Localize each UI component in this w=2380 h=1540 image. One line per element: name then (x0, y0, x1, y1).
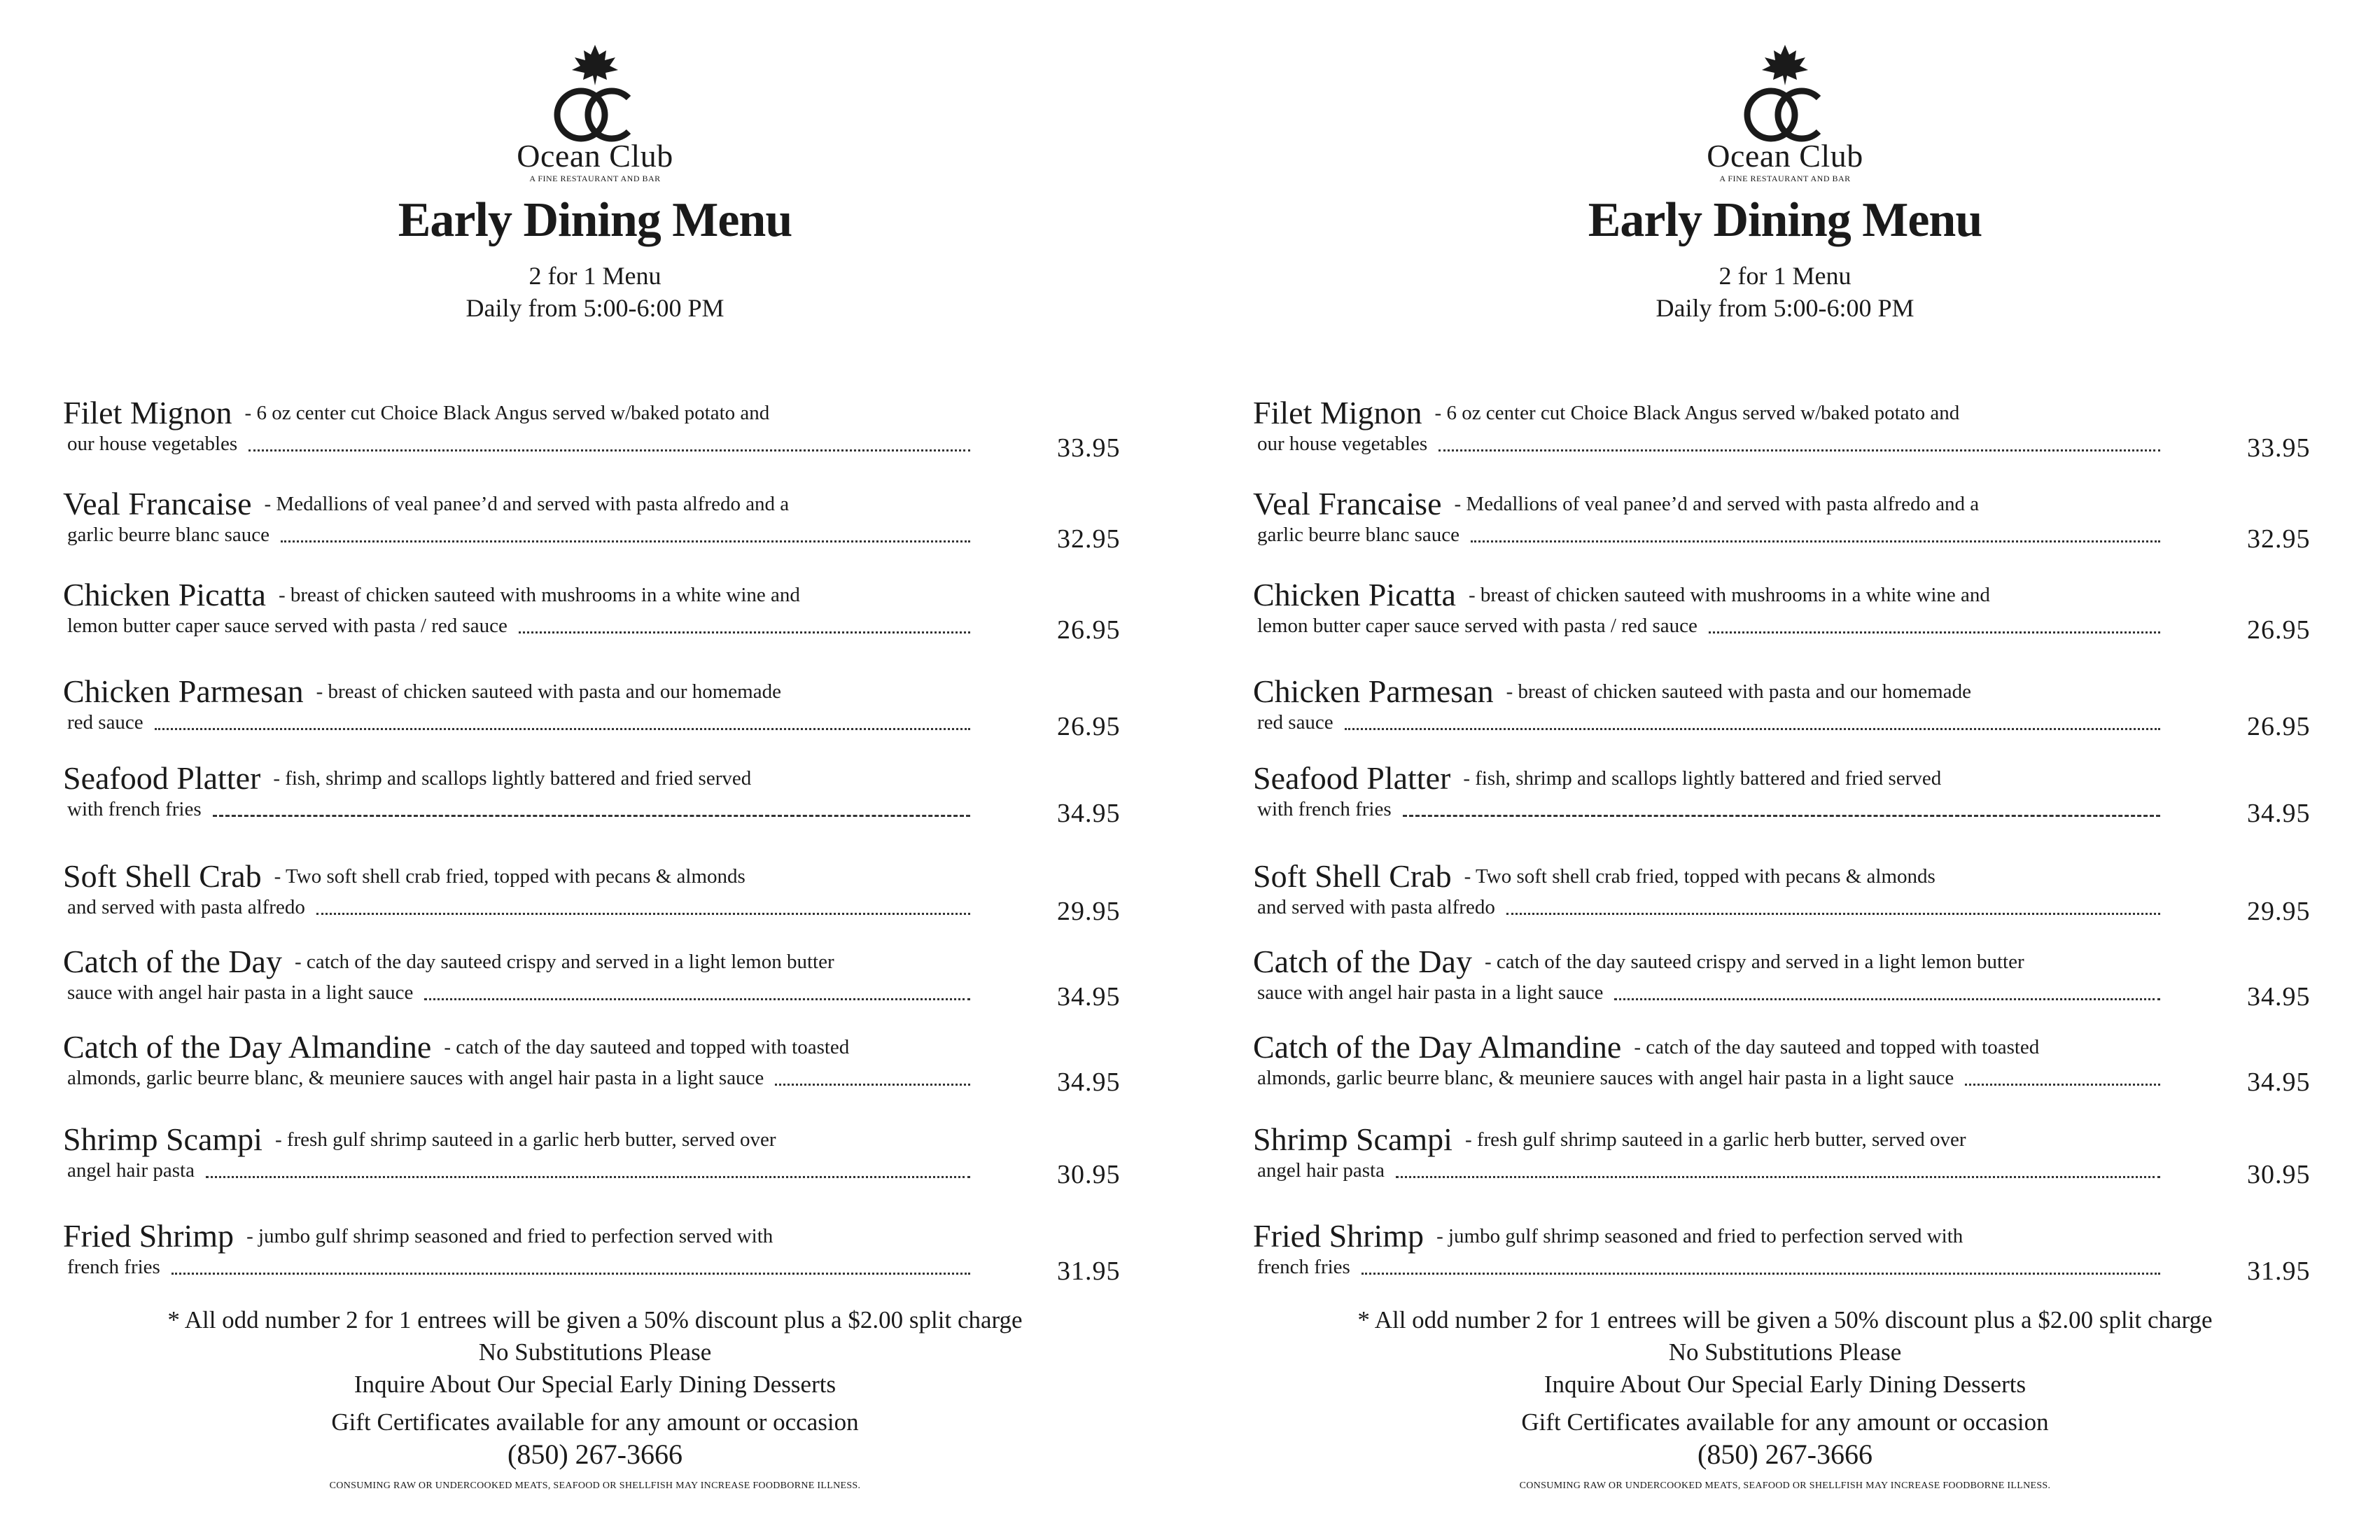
item-description-cont: lemon butter caper sauce served with pasta / red sauce (1257, 615, 1698, 637)
item-price: 26.95 (1057, 615, 1121, 645)
dot-leader (1438, 449, 2160, 451)
restaurant-tagline: A FINE RESTAURANT AND BAR (1719, 174, 1851, 183)
item-price: 34.95 (2247, 1068, 2311, 1097)
item-name: Soft Shell Crab (1253, 858, 1452, 894)
item-description-cont: garlic beurre blanc sauce (67, 524, 270, 546)
item-description: - breast of chicken sauteed with mushrooms in a white wine and (278, 584, 800, 606)
item-name: Shrimp Scampi (1253, 1121, 1452, 1157)
menu-item (1253, 759, 2331, 843)
item-description: - breast of chicken sauteed with pasta and our homemade (1506, 680, 1971, 703)
menu-item (1253, 672, 2331, 756)
dot-leader (155, 728, 970, 730)
item-name: Veal Francaise (1253, 486, 1442, 522)
restaurant-logo (0, 43, 1190, 183)
item-description: - catch of the day sauteed and topped with toasted (1634, 1036, 2040, 1058)
dot-leader (1471, 540, 2160, 542)
menu-item (63, 1120, 1141, 1204)
food-safety-warning: CONSUMING RAW OR UNDERCOOKED MEATS, SEAFOOD OR SHELLFISH MAY INCREASE FOODBORNE ILLNESS. (329, 1480, 861, 1491)
dot-leader (248, 449, 970, 451)
item-name: Catch of the Day (63, 944, 282, 979)
item-price: 33.95 (2247, 433, 2311, 463)
item-description-cont: almonds, garlic beurre blanc, & meuniere sauces with angel hair pasta in a light sauce (67, 1067, 764, 1089)
dot-leader (1614, 998, 2160, 1000)
menu-subtitle: 2 for 1 Menu (528, 262, 662, 290)
item-price: 34.95 (1057, 1068, 1121, 1097)
item-name: Catch of the Day (1253, 944, 1472, 979)
maple-leaf-icon (568, 43, 622, 87)
restaurant-name: Ocean Club (517, 138, 673, 174)
menu-item (63, 393, 1141, 477)
menu-title: Early Dining Menu (398, 193, 792, 247)
odd-entree-note: * All odd number 2 for 1 entrees will be given a 50% discount plus a $2.00 split charge (167, 1306, 1023, 1334)
item-name: Chicken Picatta (63, 577, 266, 612)
item-price: 31.95 (2247, 1256, 2311, 1286)
item-description-cont: french fries (1257, 1256, 1350, 1278)
item-name: Fried Shrimp (1253, 1218, 1424, 1254)
restaurant-tagline: A FINE RESTAURANT AND BAR (529, 174, 661, 183)
restaurant-name: Ocean Club (1707, 138, 1863, 174)
menu-item (1253, 1217, 2331, 1301)
item-description: - Two soft shell crab fried, topped with pecans & almonds (1464, 865, 1935, 888)
menu-item (1253, 1028, 2331, 1112)
dot-leader (206, 1176, 970, 1178)
item-price: 26.95 (1057, 712, 1121, 741)
item-name: Catch of the Day Almandine (63, 1029, 432, 1065)
dot-leader (172, 1273, 970, 1275)
item-price: 34.95 (2247, 799, 2311, 828)
item-description: - jumbo gulf shrimp seasoned and fried to perfection served with (246, 1225, 774, 1247)
menu-item (1253, 942, 2331, 1026)
item-description: - Medallions of veal panee’d and served with pasta alfredo and a (264, 493, 790, 515)
item-description: - jumbo gulf shrimp seasoned and fried to perfection served with (1436, 1225, 1963, 1247)
phone-number: (850) 267-3666 (1698, 1438, 1872, 1470)
item-description: - 6 oz center cut Choice Black Angus served w/baked potato and (1434, 402, 1960, 424)
item-description: - Two soft shell crab fried, topped with pecans & almonds (274, 865, 746, 888)
food-safety-warning: CONSUMING RAW OR UNDERCOOKED MEATS, SEAFOOD OR SHELLFISH MAY INCREASE FOODBORNE ILLNESS. (1519, 1480, 2051, 1491)
item-description-cont: angel hair pasta (1257, 1159, 1385, 1182)
maple-leaf-icon (1758, 43, 1812, 87)
item-description-cont: sauce with angel hair pasta in a light sauce (67, 981, 414, 1004)
item-description-cont: almonds, garlic beurre blanc, & meuniere sauces with angel hair pasta in a light sauce (1257, 1067, 1954, 1089)
menu-item (63, 942, 1141, 1026)
dot-leader (775, 1084, 970, 1086)
item-description-cont: with french fries (67, 798, 202, 820)
menu-subtitle: 2 for 1 Menu (1718, 262, 1851, 290)
phone-number: (850) 267-3666 (507, 1438, 682, 1470)
item-description-cont: sauce with angel hair pasta in a light sauce (1257, 981, 1604, 1004)
item-name: Seafood Platter (1253, 760, 1451, 796)
item-description: - 6 oz center cut Choice Black Angus served w/baked potato and (244, 402, 770, 424)
item-description: - fresh gulf shrimp sauteed in a garlic herb butter, served over (274, 1128, 776, 1151)
menu-panel-right (1190, 0, 2380, 1540)
item-description-cont: and served with pasta alfredo (67, 896, 305, 918)
item-description: - catch of the day sauteed crispy and served in a light lemon butter (1484, 951, 2024, 973)
item-description: - catch of the day sauteed and topped with toasted (444, 1036, 850, 1058)
item-price: 29.95 (2247, 897, 2311, 926)
dot-leader (1345, 728, 2160, 730)
dot-leader (519, 631, 970, 634)
menu-item (1253, 484, 2331, 568)
dot-leader (1709, 631, 2160, 634)
item-price: 32.95 (1057, 524, 1121, 554)
item-description: - fish, shrimp and scallops lightly battered and fried served (1463, 767, 1942, 790)
menu-item (63, 857, 1141, 941)
item-name: Veal Francaise (63, 486, 252, 522)
item-description-cont: and served with pasta alfredo (1257, 896, 1495, 918)
desserts-note: Inquire About Our Special Early Dining Desserts (1544, 1371, 2026, 1398)
desserts-note: Inquire About Our Special Early Dining Desserts (354, 1371, 836, 1398)
item-description: - Medallions of veal panee’d and served with pasta alfredo and a (1454, 493, 1980, 515)
gift-certificates-note: Gift Certificates available for any amount or occasion (1521, 1408, 2049, 1436)
menu-title: Early Dining Menu (1588, 193, 1982, 247)
item-price: 32.95 (2247, 524, 2311, 554)
item-name: Chicken Parmesan (63, 673, 304, 709)
item-price: 26.95 (2247, 712, 2311, 741)
item-price: 30.95 (1057, 1160, 1121, 1189)
menu-hours: Daily from 5:00-6:00 PM (1656, 294, 1914, 322)
menu-item (1253, 575, 2331, 659)
item-price: 29.95 (1057, 897, 1121, 926)
oc-monogram-icon (1736, 83, 1834, 144)
item-description-cont: our house vegetables (1257, 433, 1428, 455)
menu-item (63, 672, 1141, 756)
item-price: 34.95 (2247, 982, 2311, 1011)
menu-item (63, 575, 1141, 659)
item-description: - fresh gulf shrimp sauteed in a garlic herb butter, served over (1464, 1128, 1966, 1151)
dash-leader (213, 815, 970, 817)
menu-item (1253, 1120, 2331, 1204)
item-description-cont: with french fries (1257, 798, 1392, 820)
item-name: Seafood Platter (63, 760, 261, 796)
item-description-cont: our house vegetables (67, 433, 238, 455)
item-name: Filet Mignon (1253, 395, 1422, 430)
dot-leader (1396, 1176, 2160, 1178)
item-name: Chicken Parmesan (1253, 673, 1494, 709)
dash-leader (1403, 815, 2160, 817)
item-description-cont: red sauce (67, 711, 144, 734)
item-description: - fish, shrimp and scallops lightly battered and fried served (273, 767, 752, 790)
menu-item (1253, 393, 2331, 477)
menu-item (63, 484, 1141, 568)
no-substitutions-note: No Substitutions Please (1668, 1338, 1902, 1366)
item-description-cont: red sauce (1257, 711, 1334, 734)
item-name: Chicken Picatta (1253, 577, 1456, 612)
menu-hours: Daily from 5:00-6:00 PM (465, 294, 724, 322)
item-name: Shrimp Scampi (63, 1121, 262, 1157)
item-price: 34.95 (1057, 799, 1121, 828)
item-price: 30.95 (2247, 1160, 2311, 1189)
no-substitutions-note: No Substitutions Please (478, 1338, 712, 1366)
dot-leader (316, 913, 970, 915)
odd-entree-note: * All odd number 2 for 1 entrees will be given a 50% discount plus a $2.00 split charge (1357, 1306, 2213, 1334)
item-price: 31.95 (1057, 1256, 1121, 1286)
item-price: 33.95 (1057, 433, 1121, 463)
item-description: - breast of chicken sauteed with pasta and our homemade (316, 680, 781, 703)
menu-item (63, 1217, 1141, 1301)
item-description: - breast of chicken sauteed with mushrooms in a white wine and (1468, 584, 1990, 606)
menu-item (63, 1028, 1141, 1112)
dot-leader (424, 998, 970, 1000)
item-description-cont: lemon butter caper sauce served with pasta / red sauce (67, 615, 507, 637)
item-name: Filet Mignon (63, 395, 232, 430)
dot-leader (1506, 913, 2160, 915)
item-description-cont: angel hair pasta (67, 1159, 195, 1182)
dot-leader (1362, 1273, 2160, 1275)
item-description-cont: french fries (67, 1256, 160, 1278)
oc-monogram-icon (546, 83, 644, 144)
dot-leader (1965, 1084, 2160, 1086)
item-price: 34.95 (1057, 982, 1121, 1011)
dot-leader (281, 540, 970, 542)
item-name: Fried Shrimp (63, 1218, 234, 1254)
item-description-cont: garlic beurre blanc sauce (1257, 524, 1460, 546)
gift-certificates-note: Gift Certificates available for any amount or occasion (331, 1408, 859, 1436)
restaurant-logo (1190, 43, 2380, 183)
item-name: Soft Shell Crab (63, 858, 262, 894)
item-price: 26.95 (2247, 615, 2311, 645)
menu-item (63, 759, 1141, 843)
item-name: Catch of the Day Almandine (1253, 1029, 1622, 1065)
menu-item (1253, 857, 2331, 941)
item-description: - catch of the day sauteed crispy and served in a light lemon butter (294, 951, 834, 973)
